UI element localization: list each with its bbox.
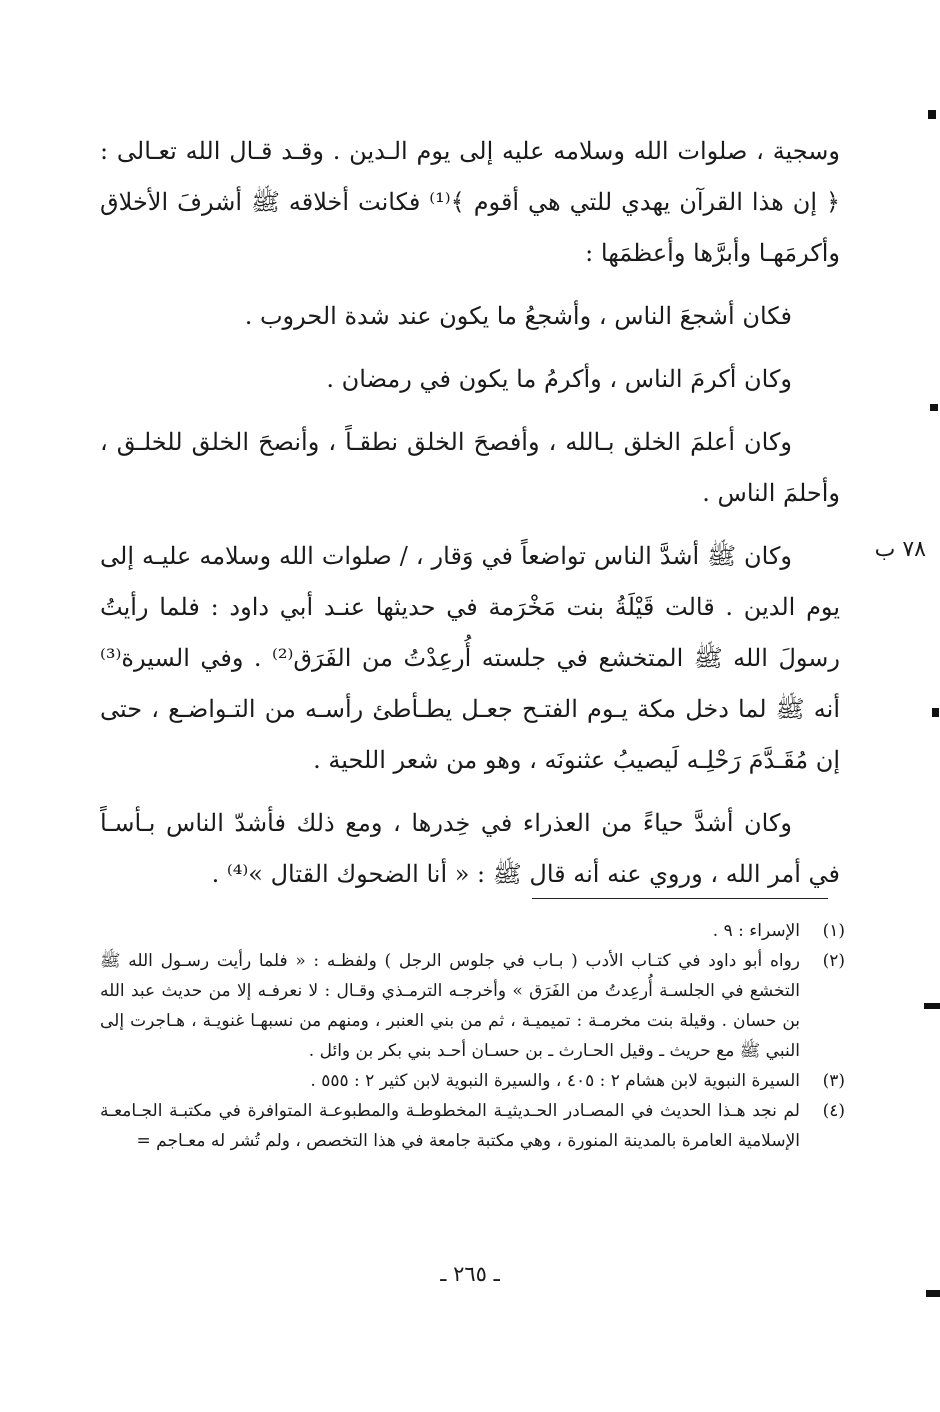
scan-mark [924, 1003, 940, 1009]
footnote-separator [532, 898, 828, 899]
footnote-2 [100, 946, 845, 1066]
paragraph-3: وكان أكرمَ الناس ، وأكرمُ ما يكون في رمضان . [326, 365, 792, 393]
paragraph-4: وكان أعلمَ الخلق بـالله ، وأفصحَ الخلق نطقـاً ، وأنصحَ الخلق للخلـق ، وأحلمَ الناس . [100, 428, 840, 507]
footnote-text: لم نجد هـذا الحديث في المصـادر الحـديثيـة المخطوطـة والمطبوعـة المتوافرة في مكتبـة الجـامعـة الإسلامية العامرة بالمدينة المنورة ، وهي مكتبة جامعة في هذا التخصص ، ولم تُشر له معـاجم = [100, 1101, 800, 1151]
footnote-1 [100, 916, 845, 946]
paragraph-5: وكان ﷺ أشدَّ الناس تواضعاً في وَقار ، / صلوات الله وسلامه عليـه إلى يوم الدين . قالت قَيْلَةُ بنت مَخْرَمة في حديثها عنـد أبي داود : فلما رأيتُ رسولَ الله ﷺ المتخشع في جلسته أُرعِدْتُ من الفَرَق⁽²⁾ . وفي السيرة⁽³⁾ أنه ﷺ لما دخل مكة يـوم الفتـح جعـل يطـأطئ رأسـه من التـواضـع ، حتى إن مُقَـدَّمَ رَحْلِـه لَيصيبُ عثنونَه ، وهو من شعر اللحية . [100, 542, 840, 774]
footnote-3 [100, 1066, 845, 1096]
paragraph-2: فكان أشجعَ الناس ، وأشجعُ ما يكون عند شدة الحروب . [244, 302, 792, 330]
scan-mark [932, 708, 939, 717]
scan-mark [930, 404, 938, 411]
main-text [100, 126, 840, 900]
scan-mark [928, 110, 936, 119]
footnote-number: (٢) [822, 951, 845, 971]
footnote-text: رواه أبو داود في كتـاب الأدب ( بـاب في جلوس الرجل ) ولفظـه : « فلما رأيت رسـول الله ﷺ التخشع في الجلسـة أُرعِدتُ من الفَرَق » وأخرجـه الترمـذي وقـال : لا نعرفـه إلا من حديث عبد الله بن حسان . وقيلة بنت مخرمـة : تميميـة ، ثم من بني العنبر ، ومنهم من نسبهـا غنويـة ، هـاجرت إلى النبي ﷺ مع حريث ـ وقيل الحـارث ـ بن حسـان أحـد بني بكر بن وائل . [100, 951, 800, 1061]
scan-mark [926, 1290, 940, 1297]
footnote-number: (٤) [822, 1101, 845, 1121]
footnote-4 [100, 1096, 845, 1156]
footnote-number: (١) [822, 921, 845, 941]
footnote-number: (٣) [822, 1071, 845, 1091]
paragraph-1: وسجية ، صلوات الله وسلامه عليه إلى يوم الـدين . وقـد قـال الله تعـالى : ﴿ إن هذا القرآن يهدي للتي هي أقوم ﴾⁽¹⁾ فكانت أخلاقه ﷺ أشرفَ الأخلاق وأكرمَهـا وأبرَّها وأعظمَها : [100, 137, 841, 267]
paragraph-6: وكان أشدَّ حياءً من العذراء في خِدرها ، ومع ذلك فأشدّ الناس بـأسـاً في أمر الله ، وروي عنه أنه قال ﷺ : « أنا الضحوك القتال »⁽⁴⁾ . [100, 809, 840, 888]
footnotes [100, 916, 845, 1156]
manuscript-folio-note: ٧٨ ب [874, 537, 926, 562]
footnote-text: السيرة النبوية لابن هشام ٢ : ٤٠٥ ، والسيرة النبوية لابن كثير ٢ : ٥٥٥ . [310, 1071, 800, 1091]
page-number: ـ ٢٦٥ ـ [440, 1262, 500, 1286]
footnote-text: الإسراء : ٩ . [712, 921, 800, 941]
